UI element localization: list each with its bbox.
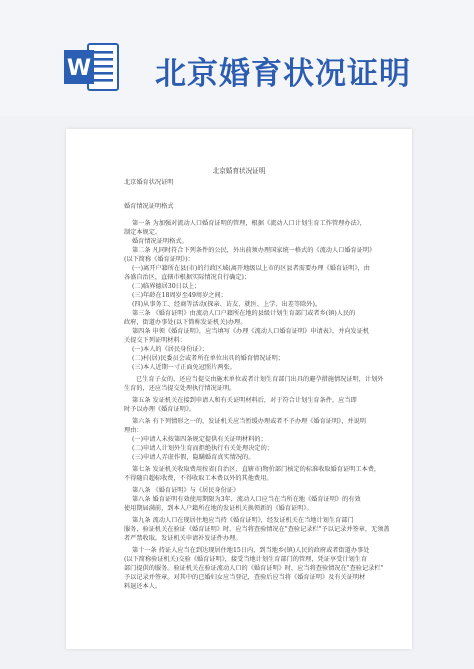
- document-line: 关提交下列证明材料：: [124, 337, 186, 344]
- document-line: 第八条 《婚育证明》与《居民身份证》: [132, 487, 240, 494]
- document-line: 生育的，还应当提交处理执行情况证明。: [124, 385, 236, 392]
- document-line: (二)申请人计划外生育而拒绝执行有关处理决定的；: [132, 445, 273, 452]
- document-line: 第九条 流动人口在现居住地应当持《婚育证明》，经发证机关在当地计划生育部门: [132, 517, 354, 524]
- document-line: 第六条 有下列情形之一的，发证机关应当暂缓办理或者不予办理《婚育证明》，并说明: [132, 418, 366, 425]
- document-line: (以下简称《婚育证明》)：: [124, 256, 194, 263]
- document-line: 政府，街道办事处(以下简称发证机关)办理。: [124, 319, 247, 326]
- document-line: (二)村(居)民委员会或者所在单位出具的婚育情况证明；: [132, 355, 284, 362]
- page-header: [0, 0, 474, 116]
- document-line: 第八条 婚育证明有效使用期限为3年，流动人口应当在当所在地《婚育证明》的有效: [132, 496, 361, 503]
- document-line: 料退还本人。: [124, 583, 162, 590]
- document-line: (三)年龄在18周岁至49周岁之间；: [132, 292, 227, 299]
- document-heading: 北京婚育状况证明: [155, 56, 411, 92]
- document-line: 者严禁收取。发证机关申请补发证件办理。: [124, 535, 242, 542]
- document-line: (三)申请人弄虚作假，隐瞒婚育真实情况的。: [132, 454, 255, 461]
- document-line: 各盛自治区，直辖市根据实际情况自行确定)；: [124, 274, 251, 281]
- document-line: 时予以办理《婚育证明》。: [124, 406, 196, 413]
- document-line: (二)临界德居30日以上；: [132, 283, 201, 290]
- document-line: (三)本人近期一寸正面免冠照片两张。: [132, 364, 236, 371]
- document-line: 服务，验证机关在验证《婚育证明》时，应当将查验情况在"查验记录栏"予以记录并签章，无须盖: [124, 526, 390, 533]
- document-page: [66, 129, 412, 649]
- document-line: (一)申请人未按第四条规定提供有关证明材料的；: [132, 436, 267, 443]
- document-line: 第十一条 持证人应当在到达现居住地15日内，到当地乡(镇)人民的政府或者街道办事处: [132, 547, 370, 554]
- document-line: 第三条 《婚育证明》由流动人口户籍所在地的县级计划生育部门或者乡(镇)人民的: [132, 310, 356, 317]
- document-line: (一)离开户籍所在县(市)的行政区域(离开地级以上市的区县者需要办理《婚育证明》，由: [132, 265, 370, 272]
- document-line: 部门提供的服务。验证机关在验证流动人口的《婚育证明》时，应当将查验情况在"查验记录栏": [124, 565, 384, 572]
- document-line: (四)从事务工、经商等活动(探亲、访友、就医、上学、出差等除外)。: [132, 301, 322, 308]
- document-line: 婚育情况证明格式。: [132, 238, 188, 245]
- document-line: 予以记录并签章。对其中的已婚妇女应当登记，查验后应当将《婚育证明》及有关证明材: [124, 574, 366, 581]
- document-line: 制定本规定。: [124, 229, 162, 236]
- word-logo-letter: W: [66, 56, 92, 81]
- document-line: (一)本人的《居民身份证》；: [132, 346, 208, 353]
- document-line: 第一条 为加强对流动人口婚育证明的管理，根据《流动人口计划生育工作管理办法》，: [132, 220, 366, 227]
- document-line: 理由：: [124, 427, 143, 434]
- document-line: 第七条 发证机关收取费用按省(自治区、直辖市)物价部门核定的标准收取婚育证明工本费，: [132, 466, 381, 473]
- document-line: (以下简称验证机关)交验《婚育证明》，接受当地计划生育部门的管理，凭证享受计划生育: [124, 556, 368, 563]
- document-line: 已生育子女的，还应当提交由施术单位或者计划生育部门出具的避孕措施情况证明，计划外: [136, 376, 384, 383]
- document-line: 使用期届满前，到本人户籍所在地的发证机关换领新的《婚育证明》。: [124, 505, 313, 512]
- document-line: 第四条 申领《婚育证明》，应当填写《办理《流动人口婚育证明》申请表》，并向发证机: [132, 328, 370, 335]
- document-line: 婚育情况证明格式: [124, 203, 174, 210]
- document-line: 不得随自超标收费，不得收取工本费以外的其他费用。: [124, 475, 273, 482]
- page-title: 北京婚育状况证明: [212, 167, 266, 175]
- word-document-icon: [62, 41, 120, 93]
- document-line: 北京婚育状况证明: [124, 179, 174, 186]
- document-line: 第五条 发证机关在接到申请人和有关证明材料后，对于符合计划生育条件，应当即: [132, 397, 357, 404]
- document-line: 第二条 凡同时符合下列条件的公民，外出前须办理国家统一格式的《流动人口婚育证明》: [132, 247, 376, 254]
